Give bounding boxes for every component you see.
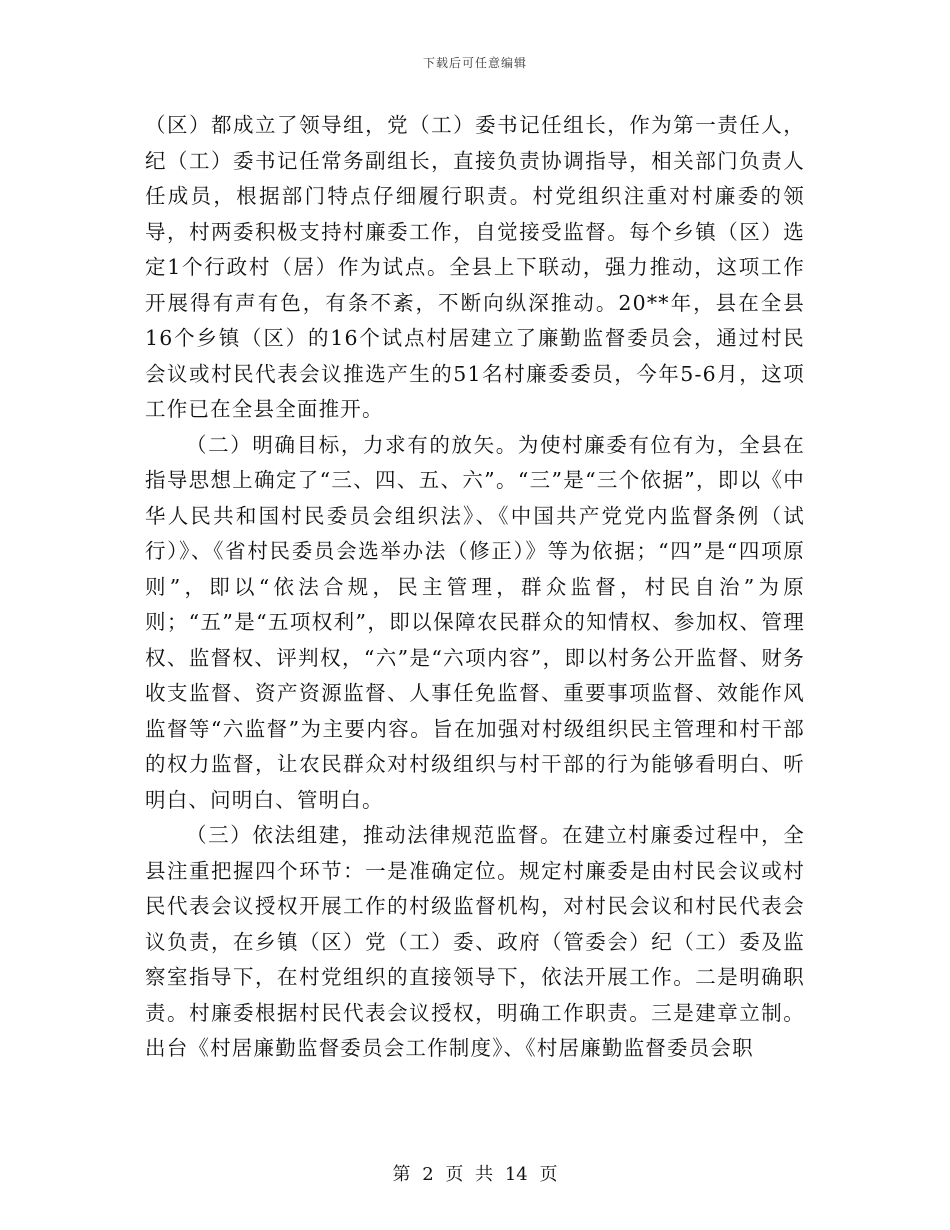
page-header: 下载后可任意编辑 xyxy=(422,56,527,70)
paragraph-3: （三）依法组建，推动法律规范监督。在建立村廉委过程中，全县注重把握四个环节：一是准确定位。规定村廉委是由村民会议或村民代表会议授权开展工作的村级监督机构，对村民会议和村民代表会议负责，在乡镇（区）党（工）委、政府（管委会）纪（工）委及监察室指导下，在村党组织的直接领导下，依法开展工作。二是明确职责。村廉委根据村民代表会议授权，明确工作职责。三是建章立制。出台《村居廉勤监督委员会工作制度》、《村居廉勤监督委员会职 xyxy=(145,823,805,1060)
paragraph-1: （区）都成立了领导组，党（工）委书记任组长，作为第一责任人，纪（工）委书记任常务副组长，直接负责协调指导，相关部门负责人任成员，根据部门特点仔细履行职责。村党组织注重对村廉委的领导，村两委积极支持村廉委工作，自觉接受监督。每个乡镇（区）选定1个行政村（居）作为试点。全县上下联动，强力推动，这项工作开展得有声有色，有条不紊，不断向纵深推动。20**年，县在全县16个乡镇（区）的16个试点村居建立了廉勤监督委员会，通过村民会议或村民代表会议推选产生的51名村廉委委员，今年5-6月，这项工作已在全县全面推开。 xyxy=(145,113,805,421)
paragraph-2: （二）明确目标，力求有的放矢。为使村廉委有位有为，全县在指导思想上确定了“三、四、五、六”。“三”是“三个依据”，即以《中华人民共和国村民委员会组织法》、《中国共产党党内监督条例（试行）》、《省村民委员会选举办法（修正）》等为依据；“四”是“四项原则”，即以“依法合规，民主管理，群众监督，村民自治”为原则；“五”是“五项权利”，即以保障农民群众的知情权、参加权、管理权、监督权、评判权，“六”是“六项内容”，即以村务公开监督、财务收支监督、资产资源监督、人事任免监督、重要事项监督、效能作风监督等“六监督”为主要内容。旨在加强对村级组织民主管理和村干部的权力监督，让农民群众对村级组织与村干部的行为能够看明白、听明白、问明白、管明白。 xyxy=(145,432,805,812)
document-body xyxy=(145,108,805,1067)
page-number-footer: 第 2 页 共 14 页 xyxy=(392,1164,558,1185)
